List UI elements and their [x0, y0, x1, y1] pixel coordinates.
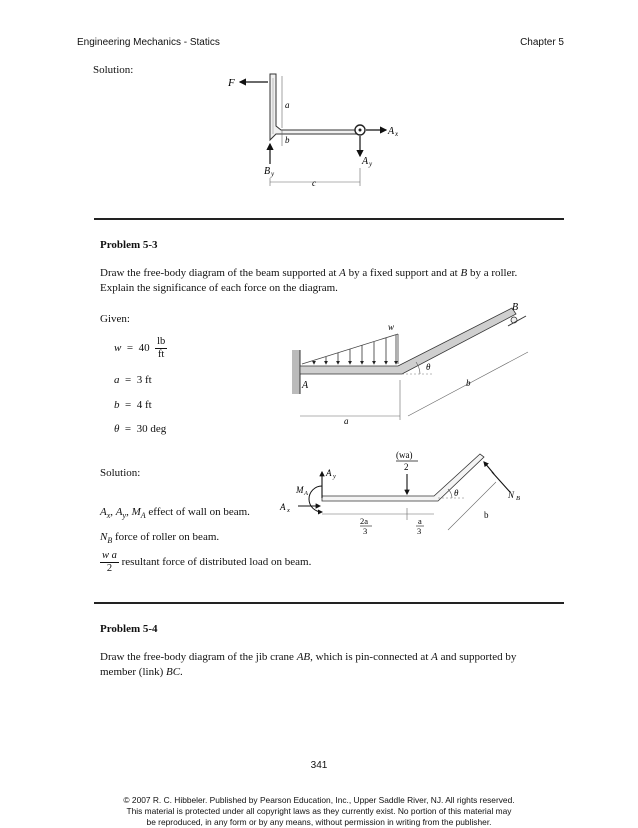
problem-5-3-title: Problem 5-3 [100, 239, 158, 251]
given-label: Given: [100, 313, 130, 325]
page-number: 341 [310, 760, 328, 771]
section-divider [94, 218, 564, 220]
copyright-line-1: © 2007 R. C. Hibbeler. Published by Pearson Education, Inc., Upper Saddle River, NJ. All rights reserved. [123, 795, 515, 805]
svg-text:2: 2 [404, 462, 409, 472]
item-roller-force: $N_B$ force of roller on beam. [100, 531, 220, 546]
svg-text:b: b [285, 135, 290, 145]
running-header-left: Engineering Mechanics - Statics [77, 37, 220, 48]
top-fbd-figure [220, 68, 400, 196]
top-solution-label: Solution: [93, 64, 134, 76]
svg-text:x: x [287, 507, 290, 514]
svg-text:w: w [388, 322, 395, 332]
fig-label-F: F [228, 77, 235, 89]
svg-text:(wa): (wa) [396, 450, 413, 460]
svg-text:θ: θ [454, 488, 459, 498]
svg-text:N: N [508, 490, 515, 500]
given-b: b = 4 ft [114, 399, 152, 411]
svg-text:A: A [304, 490, 308, 497]
copyright-line-2: This material is protected under all copyright laws as they currently exist. No portion of this material may [126, 806, 512, 816]
section-divider [94, 602, 564, 604]
svg-text:a: a [285, 100, 290, 110]
item-wall-reactions: $A_x$, $A_y$, $M_A$ effect of wall on beam. [100, 506, 250, 521]
item-resultant: $\frac{\text{w a}}{2}$ resultant force of distributed load on beam. [102, 550, 312, 574]
svg-text:A: A [388, 126, 395, 137]
svg-text:A: A [362, 156, 369, 167]
svg-text:b: b [466, 378, 471, 388]
svg-text:B: B [516, 495, 520, 502]
svg-text:a: a [344, 416, 349, 426]
svg-text:b: b [484, 510, 489, 520]
svg-text:A: A [326, 468, 332, 478]
problem-5-3-statement: Draw the free-body diagram of the beam supported at A by a fixed support and at B by a roller. Explain the significance of each force on the diagram. [100, 267, 518, 294]
svg-text:y: y [271, 170, 275, 178]
svg-text:c: c [312, 178, 316, 188]
problem-5-3-solution-label: Solution: [100, 467, 141, 479]
svg-text:y: y [369, 160, 373, 168]
problem-5-3-fbd-figure [276, 446, 528, 542]
svg-text:3: 3 [363, 526, 368, 536]
svg-text:y: y [333, 473, 336, 480]
copyright-line-3: be reproduced, in any form or by any means, without permission in writing from the publisher. [146, 817, 492, 827]
svg-text:x: x [395, 130, 399, 138]
svg-text:θ: θ [426, 362, 431, 372]
svg-text:3: 3 [417, 526, 422, 536]
problem-5-4-title: Problem 5-4 [100, 623, 158, 635]
svg-text:B: B [512, 302, 519, 313]
problem-5-3-beam-figure [288, 300, 538, 430]
svg-text:a: a [418, 516, 422, 526]
svg-text:M: M [296, 485, 304, 495]
problem-5-4-statement: Draw the free-body diagram of the jib crane AB, which is pin-connected at A and supported by member (link) BC. [100, 651, 517, 678]
given-w: w = 40 $\frac{lb}{ft}$ [114, 336, 166, 360]
svg-text:A: A [280, 502, 286, 512]
svg-text:2a: 2a [360, 516, 369, 526]
given-theta: θ = 30 deg [114, 423, 167, 435]
given-a: a = 3 ft [114, 374, 152, 386]
svg-text:A: A [302, 380, 309, 391]
svg-text:B: B [264, 166, 271, 177]
running-header-right: Chapter 5 [520, 37, 564, 48]
